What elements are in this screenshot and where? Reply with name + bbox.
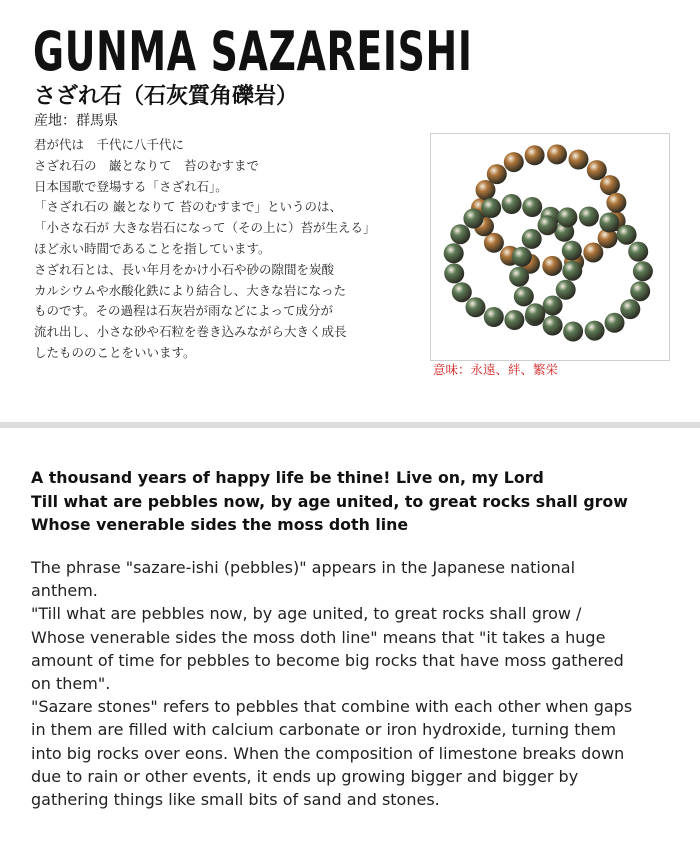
explanation-line: "Sazare stones" refers to pebbles that combine with each other when gaps [31,697,633,717]
origin-label: 産地：群馬県 [34,113,118,129]
bead [512,247,532,267]
bead [569,150,589,170]
bead [504,310,524,330]
bead [481,198,501,218]
bead [463,209,483,229]
bead [538,215,558,235]
bead [522,197,542,217]
bead [514,286,534,306]
explanation-line: amount of time for pebbles to become big rocks that have moss gathered [31,650,624,670]
bead [563,322,583,342]
jp-line: 流れ出し、小さな砂や石粒を巻き込みながら大きく成長 [34,324,347,340]
bead [450,224,470,244]
bead [606,193,626,213]
product-header-section [0,0,700,422]
bead [452,282,472,302]
explanation-line: Whose venerable sides the moss doth line" means that "it takes a huge [31,627,606,647]
bead [522,229,542,249]
bead [484,307,504,327]
jp-line: 「小さな石が 大きな岩石になって（その上に）苔が生える」 [34,220,376,236]
jp-line: さざれ石とは、長い年月をかけ小石や砂の隙間を炭酸 [34,261,335,277]
jp-line: ものです。その過程は石灰岩が雨などによって成分が [34,303,334,319]
bead [509,267,529,287]
explanation-line: in them are filled with calcium carbonate or iron hydroxide, turning them [31,720,617,740]
bead [630,281,650,301]
jp-line: 「さざれ石の 巌となりて 苔のむすまで」というのは、 [34,199,342,215]
poem-line: A thousand years of happy life be thine! Live on, my Lord [31,468,544,487]
jp-line: 君が代は 千代に八千代に [34,137,185,152]
explanation-line: anthem. [31,581,98,601]
bead [628,242,648,262]
poem-line: Till what are pebbles now, by age united, to great rocks shall grow [31,491,628,511]
bead [542,256,562,276]
bead [444,263,464,283]
explanation-line: "Till what are pebbles now, by age united, to great rocks shall grow / [31,604,582,624]
bead [562,261,582,281]
bead [525,145,545,165]
bead [547,144,567,164]
explanation-line: on them". [31,674,111,694]
japanese-description [34,135,414,364]
english-section [0,428,700,851]
bead [487,164,507,184]
bead [600,175,620,195]
jp-line: ほど永い時間であることを指しています。 [34,240,271,256]
product-photo [430,133,670,361]
bead [585,321,605,341]
product-title: GUNMA SAZAREISHI [33,20,473,83]
product-subtitle: さざれ石（石灰質角礫岩） [34,84,299,109]
explanation-line: due to rain or other events, it ends up growing bigger and bigger by [31,766,579,786]
jp-line: さざれ石の 巌となりて 苔のむすまで [34,157,260,173]
jp-line: したもののことをいいます。 [34,344,196,360]
bead [587,160,607,180]
bead [525,303,545,323]
bead [605,313,625,333]
english-explanation [31,556,671,811]
bead [543,296,563,316]
explanation-line: into big rocks over eons. When the composition of limestone breaks down [31,743,625,763]
bead [502,194,522,214]
bead [556,280,576,300]
bead [543,316,563,336]
jp-line: カルシウムや水酸化鉄により結合し、大きな岩になった [34,282,347,298]
bead [617,225,637,245]
bead [579,207,599,227]
bead [562,241,582,261]
bead [557,207,577,227]
explanation-line: gathering things like small bits of sand and stones. [31,790,440,810]
meaning-label: 意味：永遠、絆、繁栄 [433,362,559,377]
bead [583,243,603,263]
jp-line: 日本国歌で登場する「さざれ石」。 [34,178,228,194]
anthem-translation [31,466,671,537]
bead [504,152,524,172]
sazareishi-bracelets-photo [431,134,669,360]
bead [599,213,619,233]
bead [620,299,640,319]
explanation-line: The phrase "sazare-ishi (pebbles)" appears in the Japanese national [31,558,576,577]
bead [633,261,653,281]
bead [466,297,486,317]
bead [444,243,464,263]
poem-line: Whose venerable sides the moss doth line [31,515,409,534]
